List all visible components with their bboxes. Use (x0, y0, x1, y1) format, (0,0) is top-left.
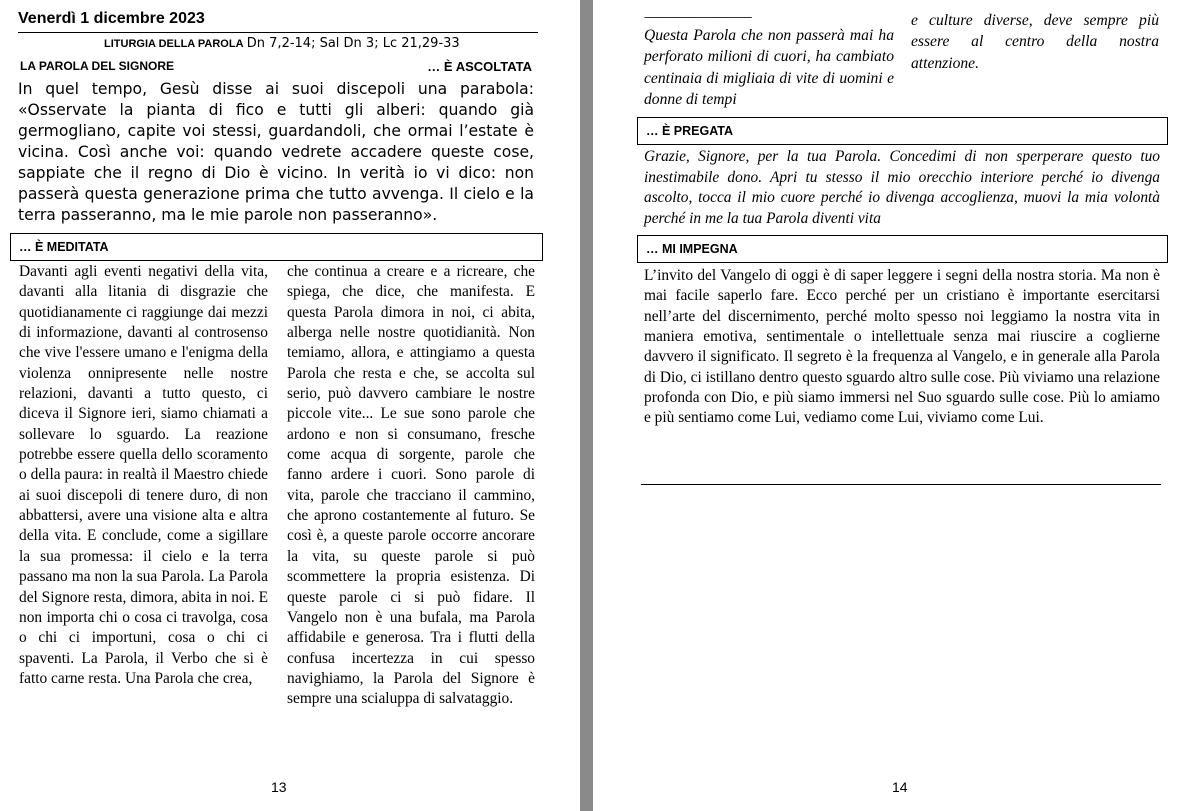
ascoltata-label: … È ASCOLTATA (427, 59, 532, 74)
page-13 (0, 0, 580, 811)
meditata-header (10, 233, 543, 261)
liturgy-refs: Dn 7,2-14; Sal Dn 3; Lc 21,29-33 (246, 36, 460, 51)
liturgy-label: LITURGIA DELLA PAROLA (104, 38, 244, 50)
meditata-column-2: che continua a creare e a ricreare, che spiega, che dice, che manifesta. E questa Parola dimora in noi, ci abita, alberga nelle nostre quotidianità. Non temiamo, allora, e attingiamo a questa Parola che resta e che, se accolta sul serio, può davvero cambiare le nostre piccole vite... Le sue sono parole che ardono e non si consumano, fresche come acqua di sorgente, parole che fanno ardere i cuori. Sono parole di vita, parole che tracciano il cammino, che aprono costantemente al futuro. Se così è, a queste parole occorre ancorare la vita, su queste parole si può scommettere la propria esistenza. Di queste parole ci si può fidare. Il Vangelo non è una bufala, ma Parola affidabile e generosa. Tra i flutti della confusa incertezza in cui spesso navighiamo, la Parola del Signore è sempre una scialuppa di salvataggio. (287, 263, 535, 708)
reflection-column-1: Questa Parola che non passerà mai ha perforato milioni di cuori, ha cambiato centinaia di migliaia di vite di uomini e donne di tempi (644, 27, 894, 109)
parola-title: LA PAROLA DEL SIGNORE (20, 59, 175, 73)
pregata-header (637, 117, 1168, 145)
meditata-label: … È MEDITATA (19, 240, 109, 254)
prayer-text: Grazie, Signore, per la tua Parola. Concedimi di non sperperare questo tuo inestimabile dono. Apri tu stesso il mio orecchio interiore perché io divenga ascolto, tocca il mio cuore perché io divenga accoglienza, muovi la mia volontà perché in me la tua Parola diventi vita (644, 148, 1160, 227)
gospel-text: In quel tempo, Gesù disse ai suoi discepoli una parabola: «Osservate la pianta di fico e tutti gli alberi: quando già germogliano, capite voi stessi, guardandoli, che ormai l’estate è vicina. Così anche voi: quando vedrete accadere queste cose, sappiate che il regno di Dio è vicino. In verità io vi dico: non passerà questa generazione prima che tutto avvenga. Il cielo e la terra passeranno, ma le mie parole non passeranno». (18, 80, 534, 224)
footnote-separator: ---------------------------------------------- (644, 12, 752, 23)
page-number-13: 13 (271, 779, 287, 795)
reflection-column-2: e culture diverse, deve sempre più essere al centro della nostra attenzione. (911, 12, 1159, 72)
page-number-14: 14 (892, 779, 908, 795)
liturgy-line (104, 35, 460, 51)
date-heading: Venerdì 1 dicembre 2023 (18, 10, 205, 27)
impegno-text: L’invito del Vangelo di oggi è di saper leggere i segni della nostra storia. Ma non è mai facile saperlo fare. Ecco perché per un cristiano è importante esercitarsi nell’arte del discernimento, perché molto spesso noi leggiamo la nostra vita in maniera emotiva, sentimentale o intellettuale senza mai riuscire a coglierne davvero il significato. Il segreto è la frequenza al Vangelo, e in generale alla Parola di Dio, ci istillano dentro questo sguardo altro sulle cose. Più viviamo una relazione profonda con Dio, e più siamo immersi nel Suo sguardo sulle cose. Più lo amiamo e più sentiamo come Lui, vediamo come Lui, viviamo come Lui. (644, 267, 1160, 427)
pregata-label: … È PREGATA (646, 124, 734, 138)
impegna-label: … MI IMPEGNA (646, 242, 738, 256)
meditata-column-1: Davanti agli eventi negativi della vita, davanti alla litania di disgrazie che quotidianamente ci raggiunge dai mezzi di informazione, davanti al controsenso che vive l'essere umano e l'enigma della violenza onnipresente nelle nostre relazioni, davanti a tutto questo, ci diceva il Signore ieri, siamo chiamati a sollevare lo sguardo. La reazione potrebbe essere quella dello scoramento o della paura: in realtà il Maestro chiede ai suoi discepoli di tenere duro, di non abbattersi, avere una visione alta e altra della vita. E conclude, come a sigillare la sua promessa: il cielo e la terra passano ma non la sua Parola. La Parola del Signore resta, dimora, abita in noi. E non importa chi o cosa ci travolga, cosa o chi ci importuni, cosa o chi ci spaventi. La Parola, il Verbo che si è fatto carne resta. Una Parola che crea, (19, 263, 268, 687)
page-14 (593, 0, 1180, 811)
bottom-rule (641, 484, 1161, 485)
impegna-header (637, 235, 1168, 263)
date-underline (18, 32, 538, 33)
